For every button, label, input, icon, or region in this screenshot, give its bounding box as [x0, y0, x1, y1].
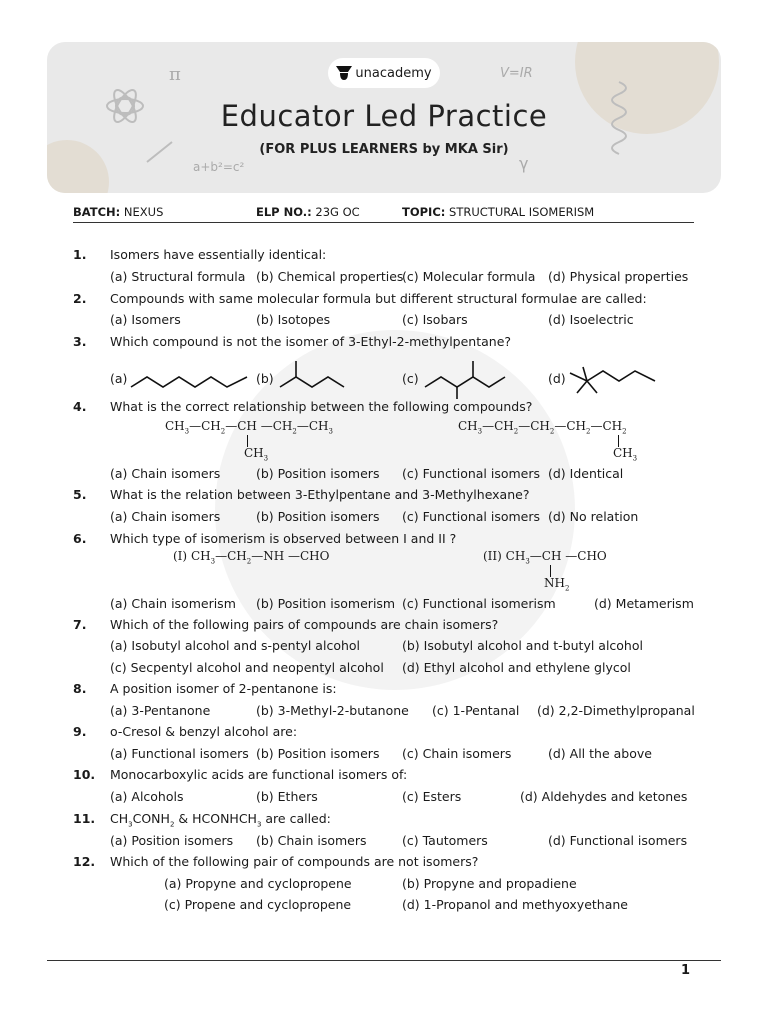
question-text: $CH_3CONH_2$ & $HCONHCH_3$ are called:	[110, 811, 331, 829]
option: (c) Functional isomers	[402, 509, 541, 524]
option: (c) Molecular formula	[402, 269, 536, 284]
question-number: 10.	[73, 767, 96, 782]
gamma-doodle: γ	[519, 154, 529, 173]
formula-doodle: a+b²=c²	[193, 160, 245, 174]
option: (a) Propyne and cyclopropene	[164, 876, 352, 891]
option: (c) Functional isomerism	[402, 596, 556, 611]
compound-ii: (II) $CH_3—CH$ —CHO	[483, 549, 607, 566]
question-text: Monocarboxylic acids are functional isomers of:	[110, 767, 408, 782]
question-number: 12.	[73, 854, 96, 869]
question-number: 4.	[73, 399, 87, 414]
option: (b) Chain isomers	[256, 833, 367, 848]
structure-a	[131, 377, 247, 387]
question-number: 9.	[73, 724, 87, 739]
option: (c) Esters	[402, 789, 462, 804]
question-number: 8.	[73, 681, 87, 696]
option: (b) Position isomerism	[256, 596, 396, 611]
header-divider	[73, 222, 694, 223]
question-text: Which type of isomerism is observed between I and II ?	[110, 531, 457, 546]
question-text: What is the relation between 3-Ethylpentane and 3-Methylhexane?	[110, 487, 530, 502]
question-text: o-Cresol & benzyl alcohol are:	[110, 724, 298, 739]
branch-methyl: $CH_3$	[613, 446, 638, 463]
option: (a) Isomers	[110, 312, 181, 327]
option: (c) Chain isomers	[402, 746, 512, 761]
question-number: 2.	[73, 291, 87, 306]
option: (b) Isotopes	[256, 312, 331, 327]
amine-group: $NH_2$	[544, 576, 570, 593]
option: (b) Ethers	[256, 789, 318, 804]
option: (c)	[402, 371, 419, 386]
option: (d) Functional isomers	[548, 833, 688, 848]
question-text: A position isomer of 2-pentanone is:	[110, 681, 337, 696]
structure-b	[280, 377, 344, 387]
option: (d) Isoelectric	[548, 312, 634, 327]
batch-info: BATCH: NEXUS	[73, 205, 164, 219]
option: (b) Position isomers	[256, 509, 380, 524]
question-number: 5.	[73, 487, 87, 502]
option: (c) 1-Pentanal	[432, 703, 520, 718]
compound-i: (I) $CH_3—CH_2—NH$ —CHO	[173, 549, 330, 566]
option: (d) No relation	[548, 509, 639, 524]
question-number: 11.	[73, 811, 96, 826]
question-number: 3.	[73, 334, 87, 349]
option: (a)	[110, 371, 128, 386]
option: (b) Position isomers	[256, 466, 380, 481]
option: (d) Metamerism	[594, 596, 694, 611]
option: (d) Ethyl alcohol and ethylene glycol	[402, 660, 631, 675]
structure-c	[425, 377, 505, 387]
question-text: Compounds with same molecular formula but different structural formulae are called:	[110, 291, 647, 306]
question-text: What is the correct relationship between the following compounds?	[110, 399, 533, 414]
structure-d	[570, 371, 655, 381]
option: (c) Isobars	[402, 312, 468, 327]
compound-right: $CH_3—CH_2—CH_2—CH_2—CH_2$	[458, 419, 627, 436]
option: (b)	[256, 371, 274, 386]
option: (b) Chemical properties	[256, 269, 404, 284]
skeletal-structures	[0, 355, 768, 400]
question-number: 6.	[73, 531, 87, 546]
option: (a) Alcohols	[110, 789, 184, 804]
question-text: Which of the following pairs of compounds are chain isomers?	[110, 617, 499, 632]
option: (c) Functional isomers	[402, 466, 541, 481]
brand-name: unacademy	[355, 65, 432, 81]
option: (a) 3-Pentanone	[110, 703, 211, 718]
page-title: Educator Led Practice	[220, 99, 548, 133]
vir-doodle: V=IR	[500, 66, 533, 81]
question-text: Which compound is not the isomer of 3-Ethyl-2-methylpentane?	[110, 334, 512, 349]
question-number: 1.	[73, 247, 87, 262]
option: (d) Physical properties	[548, 269, 689, 284]
option: (a) Functional isomers	[110, 746, 249, 761]
option: (b) Position isomers	[256, 746, 380, 761]
question-text: Isomers have essentially identical:	[110, 247, 327, 262]
option: (d)	[548, 371, 566, 386]
option: (c) Tautomers	[402, 833, 488, 848]
topic-info: TOPIC: STRUCTURAL ISOMERISM	[402, 205, 595, 219]
brand-logo	[328, 58, 440, 88]
page-subtitle: (FOR PLUS LEARNERS by MKA Sir)	[259, 142, 509, 157]
option: (d) All the above	[548, 746, 652, 761]
option: (a) Chain isomerism	[110, 596, 236, 611]
option: (a) Structural formula	[110, 269, 246, 284]
option: (d) Identical	[548, 466, 624, 481]
option: (b) Isobutyl alcohol and t-butyl alcohol	[402, 638, 643, 653]
option: (d) Aldehydes and ketones	[520, 789, 688, 804]
footer-divider	[47, 960, 721, 961]
question-number: 7.	[73, 617, 87, 632]
question-text: Which of the following pair of compounds are not isomers?	[110, 854, 479, 869]
branch-methyl: $CH_3$	[244, 446, 269, 463]
option: (a) Isobutyl alcohol and s-pentyl alcohol	[110, 638, 361, 653]
option: (b) 3-Methyl-2-butanone	[256, 703, 409, 718]
elp-info: ELP NO.: 23G OC	[256, 205, 360, 219]
compound-left: $CH_3—CH_2—CH$ $—CH_2—CH_3$	[165, 419, 333, 436]
option: (b) Propyne and propadiene	[402, 876, 577, 891]
option: (c) Propene and cyclopropene	[164, 897, 352, 912]
unacademy-logo-icon	[336, 66, 352, 80]
option: (d) 2,2-Dimethylpropanal	[537, 703, 695, 718]
option: (a) Chain isomers	[110, 509, 221, 524]
pi-symbol: π	[169, 64, 181, 85]
option: (a) Chain isomers	[110, 466, 221, 481]
option: (c) Secpentyl alcohol and neopentyl alcohol	[110, 660, 384, 675]
option: (a) Position isomers	[110, 833, 234, 848]
page-number: 1	[681, 963, 691, 978]
option: (d) 1-Propanol and methyoxyethane	[402, 897, 628, 912]
